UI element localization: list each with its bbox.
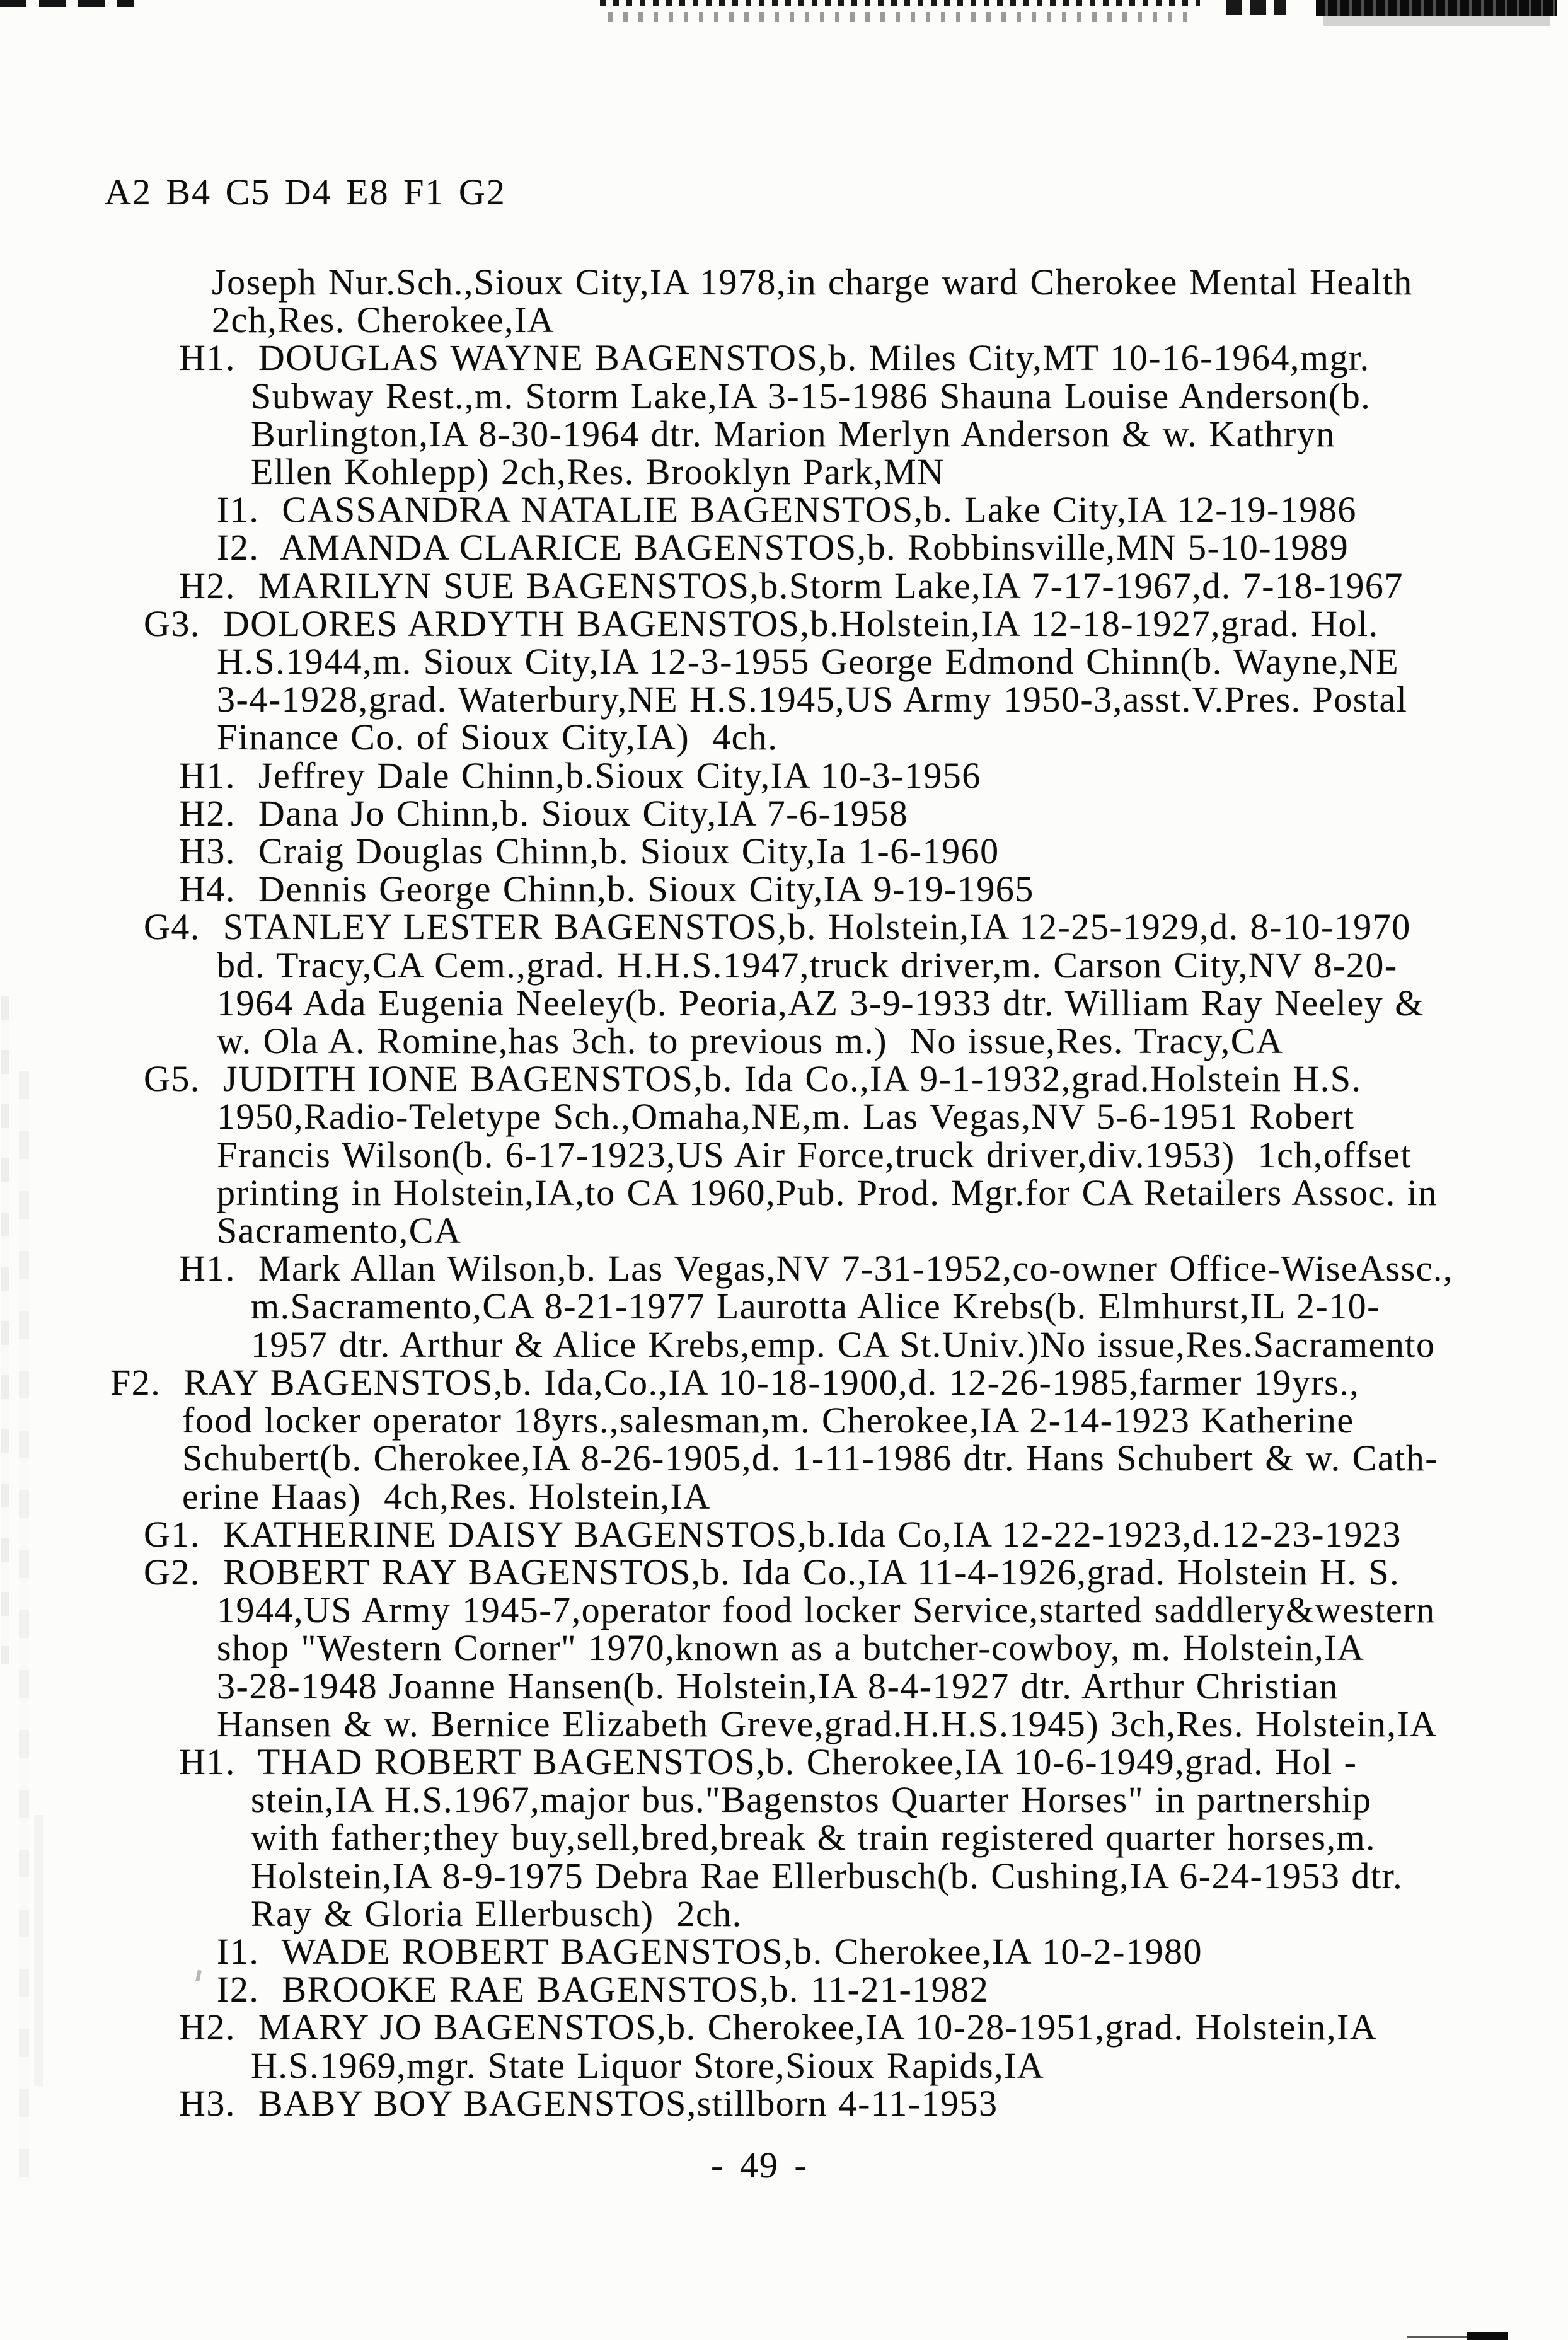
text-line: Francis Wilson(b. 6-17-1923,US Air Force,truck driver,div.1953) 1ch,offset xyxy=(217,1134,1412,1175)
text-line: G3. DOLORES ARDYTH BAGENSTOS,b.Holstein,IA 12-18-1927,grad. Hol. xyxy=(144,602,1379,644)
text-line: with father;they buy,sell,bred,break & train registered quarter horses,m. xyxy=(251,1817,1376,1859)
page-number: - 49 - xyxy=(711,2145,808,2186)
text-line: Ellen Kohlepp) 2ch,Res. Brooklyn Park,MN xyxy=(251,451,945,493)
text-line: 3-28-1948 Joanne Hansen(b. Holstein,IA 8-4-1927 dtr. Arthur Christian xyxy=(217,1665,1339,1707)
text-line: H4. Dennis George Chinn,b. Sioux City,IA 9-19-1965 xyxy=(179,868,1034,910)
text-line: I2. AMANDA CLARICE BAGENSTOS,b. Robbinsville,MN 5-10-1989 xyxy=(217,527,1349,568)
text-line: erine Haas) 4ch,Res. Holstein,IA xyxy=(182,1475,711,1517)
text-line: G4. STANLEY LESTER BAGENSTOS,b. Holstein,IA 12-25-1929,d. 8-10-1970 xyxy=(144,906,1411,948)
text-line: w. Ola A. Romine,has 3ch. to previous m.) No issue,Res. Tracy,CA xyxy=(217,1020,1284,1062)
text-line: shop "Western Corner" 1970,known as a butcher-cowboy, m. Holstein,IA xyxy=(217,1627,1365,1669)
text-line: H2. MARILYN SUE BAGENSTOS,b.Storm Lake,IA 7-17-1967,d. 7-18-1967 xyxy=(179,565,1404,606)
text-line: 1950,Radio-Teletype Sch.,Omaha,NE,m. Las Vegas,NV 5-6-1951 Robert xyxy=(217,1096,1355,1138)
text-line: F2. RAY BAGENSTOS,b. Ida,Co.,IA 10-18-1900,d. 12-26-1985,farmer 19yrs., xyxy=(110,1361,1360,1403)
text-line: Finance Co. of Sioux City,IA) 4ch. xyxy=(217,717,778,758)
text-line: G5. JUDITH IONE BAGENSTOS,b. Ida Co.,IA 9-1-1932,grad.Holstein H.S. xyxy=(144,1058,1362,1100)
text-line: H2. Dana Jo Chinn,b. Sioux City,IA 7-6-1958 xyxy=(179,792,909,834)
text-line: Burlington,IA 8-30-1964 dtr. Marion Merlyn Anderson & w. Kathryn xyxy=(251,413,1335,454)
scan-artifact-top-right-smear xyxy=(1323,16,1550,26)
scan-artifact-bottom-bar xyxy=(1467,2332,1508,2340)
text-line: Joseph Nur.Sch.,Sioux City,IA 1978,in charge ward Cherokee Mental Health xyxy=(212,262,1413,303)
text-line: Hansen & w. Bernice Elizabeth Greve,grad.H.H.S.1945) 3ch,Res. Holstein,IA xyxy=(217,1703,1438,1744)
text-line: H1. THAD ROBERT BAGENSTOS,b. Cherokee,IA 10-6-1949,grad. Hol - xyxy=(179,1741,1358,1782)
text-line: H3. Craig Douglas Chinn,b. Sioux City,Ia 1-6-1960 xyxy=(179,831,1000,872)
genealogy-text-block xyxy=(0,263,1568,2123)
text-line: 1957 dtr. Arthur & Alice Krebs,emp. CA St.Univ.)No issue,Res.Sacramento xyxy=(251,1323,1436,1365)
text-line: printing in Holstein,IA,to CA 1960,Pub. Prod. Mgr.for CA Retailers Assoc. in xyxy=(217,1172,1438,1213)
text-line: Sacramento,CA xyxy=(217,1210,462,1252)
text-line: H.S.1944,m. Sioux City,IA 12-3-1955 George Edmond Chinn(b. Wayne,NE xyxy=(217,641,1400,683)
text-line: bd. Tracy,CA Cem.,grad. H.H.S.1947,truck driver,m. Carson City,NV 8-20- xyxy=(217,944,1398,986)
text-line: G1. KATHERINE DAISY BAGENSTOS,b.Ida Co,IA 12-22-1923,d.12-23-1923 xyxy=(144,1513,1402,1555)
text-line: Schubert(b. Cherokee,IA 8-26-1905,d. 1-11-1986 dtr. Hans Schubert & w. Cath- xyxy=(182,1438,1439,1479)
text-line: H.S.1969,mgr. State Liquor Store,Sioux Rapids,IA xyxy=(251,2044,1045,2086)
text-line: H1. Jeffrey Dale Chinn,b.Sioux City,IA 10-3-1956 xyxy=(179,754,981,796)
text-line: stein,IA H.S.1967,major bus."Bagenstos Quarter Horses" in partnership xyxy=(251,1779,1372,1821)
text-line: H1. Mark Allan Wilson,b. Las Vegas,NV 7-31-1952,co-owner Office-WiseAssc., xyxy=(179,1248,1453,1289)
scan-artifact-top-blob xyxy=(1226,0,1286,15)
text-line: H2. MARY JO BAGENSTOS,b. Cherokee,IA 10-28-1951,grad. Holstein,IA xyxy=(179,2007,1378,2048)
text-line: m.Sacramento,CA 8-21-1977 Laurotta Alice Krebs(b. Elmhurst,IL 2-10- xyxy=(251,1286,1380,1327)
text-line: H3. BABY BOY BAGENSTOS,stillborn 4-11-1953 xyxy=(179,2082,998,2124)
text-line: 1944,US Army 1945-7,operator food locker Service,started saddlery&western xyxy=(217,1589,1436,1631)
text-line: 1964 Ada Eugenia Neeley(b. Peoria,AZ 3-9-1933 dtr. William Ray Neeley & xyxy=(217,982,1424,1023)
text-line: Ray & Gloria Ellerbusch) 2ch. xyxy=(251,1893,742,1934)
text-line: H1. DOUGLAS WAYNE BAGENSTOS,b. Miles City,MT 10-16-1964,mgr. xyxy=(179,337,1370,379)
text-line: G2. ROBERT RAY BAGENSTOS,b. Ida Co.,IA 11-4-1926,grad. Holstein H. S. xyxy=(144,1551,1400,1593)
scan-artifact-top-dotted-strip-2 xyxy=(608,12,1197,22)
text-line: Holstein,IA 8-9-1975 Debra Rae Ellerbusch(b. Cushing,IA 6-24-1953 dtr. xyxy=(251,1855,1404,1896)
generation-code-header: A2 B4 C5 D4 E8 F1 G2 xyxy=(105,171,506,212)
text-line: 2ch,Res. Cherokee,IA xyxy=(212,299,555,341)
scan-artifact-top-left-dashes xyxy=(0,0,134,7)
text-line: I1. WADE ROBERT BAGENSTOS,b. Cherokee,IA 10-2-1980 xyxy=(217,1930,1202,1972)
scan-artifact-bottom-line xyxy=(1407,2336,1470,2338)
text-line: Subway Rest.,m. Storm Lake,IA 3-15-1986 Shauna Louise Anderson(b. xyxy=(251,375,1371,417)
scan-artifact-top-dotted-strip xyxy=(600,0,1200,6)
scan-artifact-top-right-bar xyxy=(1316,0,1557,16)
text-line: 3-4-1928,grad. Waterbury,NE H.S.1945,US Army 1950-3,asst.V.Pres. Postal xyxy=(217,679,1408,720)
text-line: food locker operator 18yrs.,salesman,m. Cherokee,IA 2-14-1923 Katherine xyxy=(182,1400,1354,1441)
text-line: I2. BROOKE RAE BAGENSTOS,b. 11-21-1982 xyxy=(217,1969,989,2010)
text-line: I1. CASSANDRA NATALIE BAGENSTOS,b. Lake City,IA 12-19-1986 xyxy=(217,489,1357,531)
